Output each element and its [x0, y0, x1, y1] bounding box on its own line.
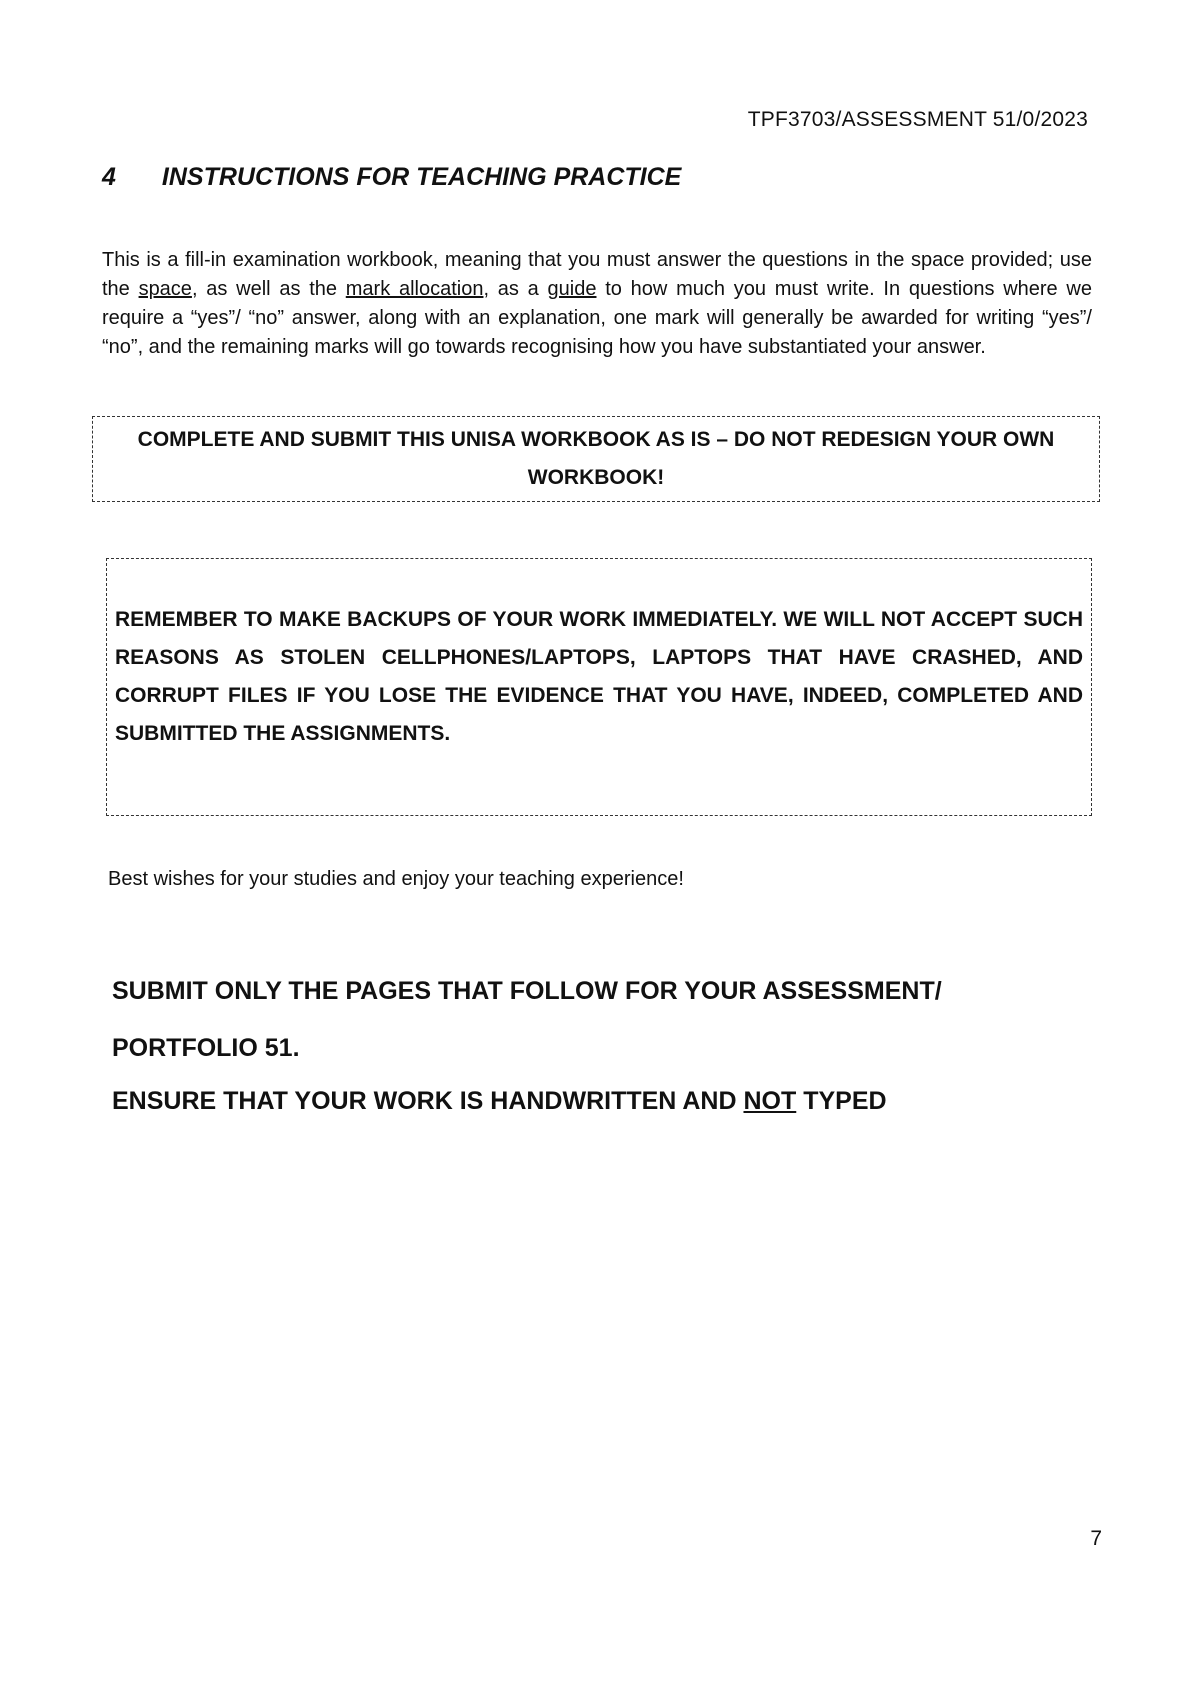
intro-underlined-space: space — [138, 278, 192, 300]
workbook-notice-text: COMPLETE AND SUBMIT THIS UNISA WORKBOOK AS IS – DO NOT REDESIGN YOUR OWN WORKBOOK! — [137, 428, 1055, 489]
section-number: 4 — [102, 163, 116, 191]
intro-underlined-guide: guide — [547, 278, 597, 300]
intro-underlined-mark-allocation: mark allocation — [345, 278, 484, 300]
best-wishes-text: Best wishes for your studies and enjoy your teaching experience! — [108, 868, 684, 890]
document-reference: TPF3703/ASSESSMENT 51/0/2023 — [747, 108, 1088, 131]
workbook-notice-box — [92, 416, 1100, 502]
submit-only-instruction: SUBMIT ONLY THE PAGES THAT FOLLOW FOR YOUR ASSESSMENT/ PORTFOLIO 51. — [112, 977, 942, 1062]
backup-notice-text: REMEMBER TO MAKE BACKUPS OF YOUR WORK IMMEDIATELY. WE WILL NOT ACCEPT SUCH REASONS AS STOLEN CELLPHONES/LAPTOPS, LAPTOPS THAT HAVE CRASHED, AND CORRUPT FILES IF YOU LOSE THE EVIDENCE THAT YOU HAVE, INDEED, COMPLETED AND SUBMITTED THE ASSIGNMENTS. — [115, 608, 1083, 745]
page-number: 7 — [1090, 1527, 1102, 1550]
handwritten-instruction — [112, 1087, 887, 1116]
ensure-underlined-not: NOT — [743, 1087, 797, 1115]
backup-notice-box — [106, 558, 1092, 816]
ensure-text: TYPED — [796, 1087, 887, 1115]
intro-text: This is a fill-in examination workbook, meaning that you must answer the questions in the space provided; use the — [102, 249, 1092, 300]
section-title: INSTRUCTIONS FOR TEACHING PRACTICE — [161, 163, 682, 191]
intro-paragraph — [102, 246, 1092, 362]
intro-text: to how much you must write. In questions where we require a “yes”/ “no” answer, along with an explanation, one mark will generally be awarded for writing “yes”/ “no”, and the remaining marks will go towards recognising how you have substantiated your answer. — [102, 278, 1092, 358]
intro-text: , as a — [483, 278, 548, 300]
intro-text: , as well as the — [191, 278, 346, 300]
section-heading — [102, 163, 681, 192]
ensure-text: ENSURE THAT YOUR WORK IS HANDWRITTEN AND — [112, 1087, 744, 1115]
